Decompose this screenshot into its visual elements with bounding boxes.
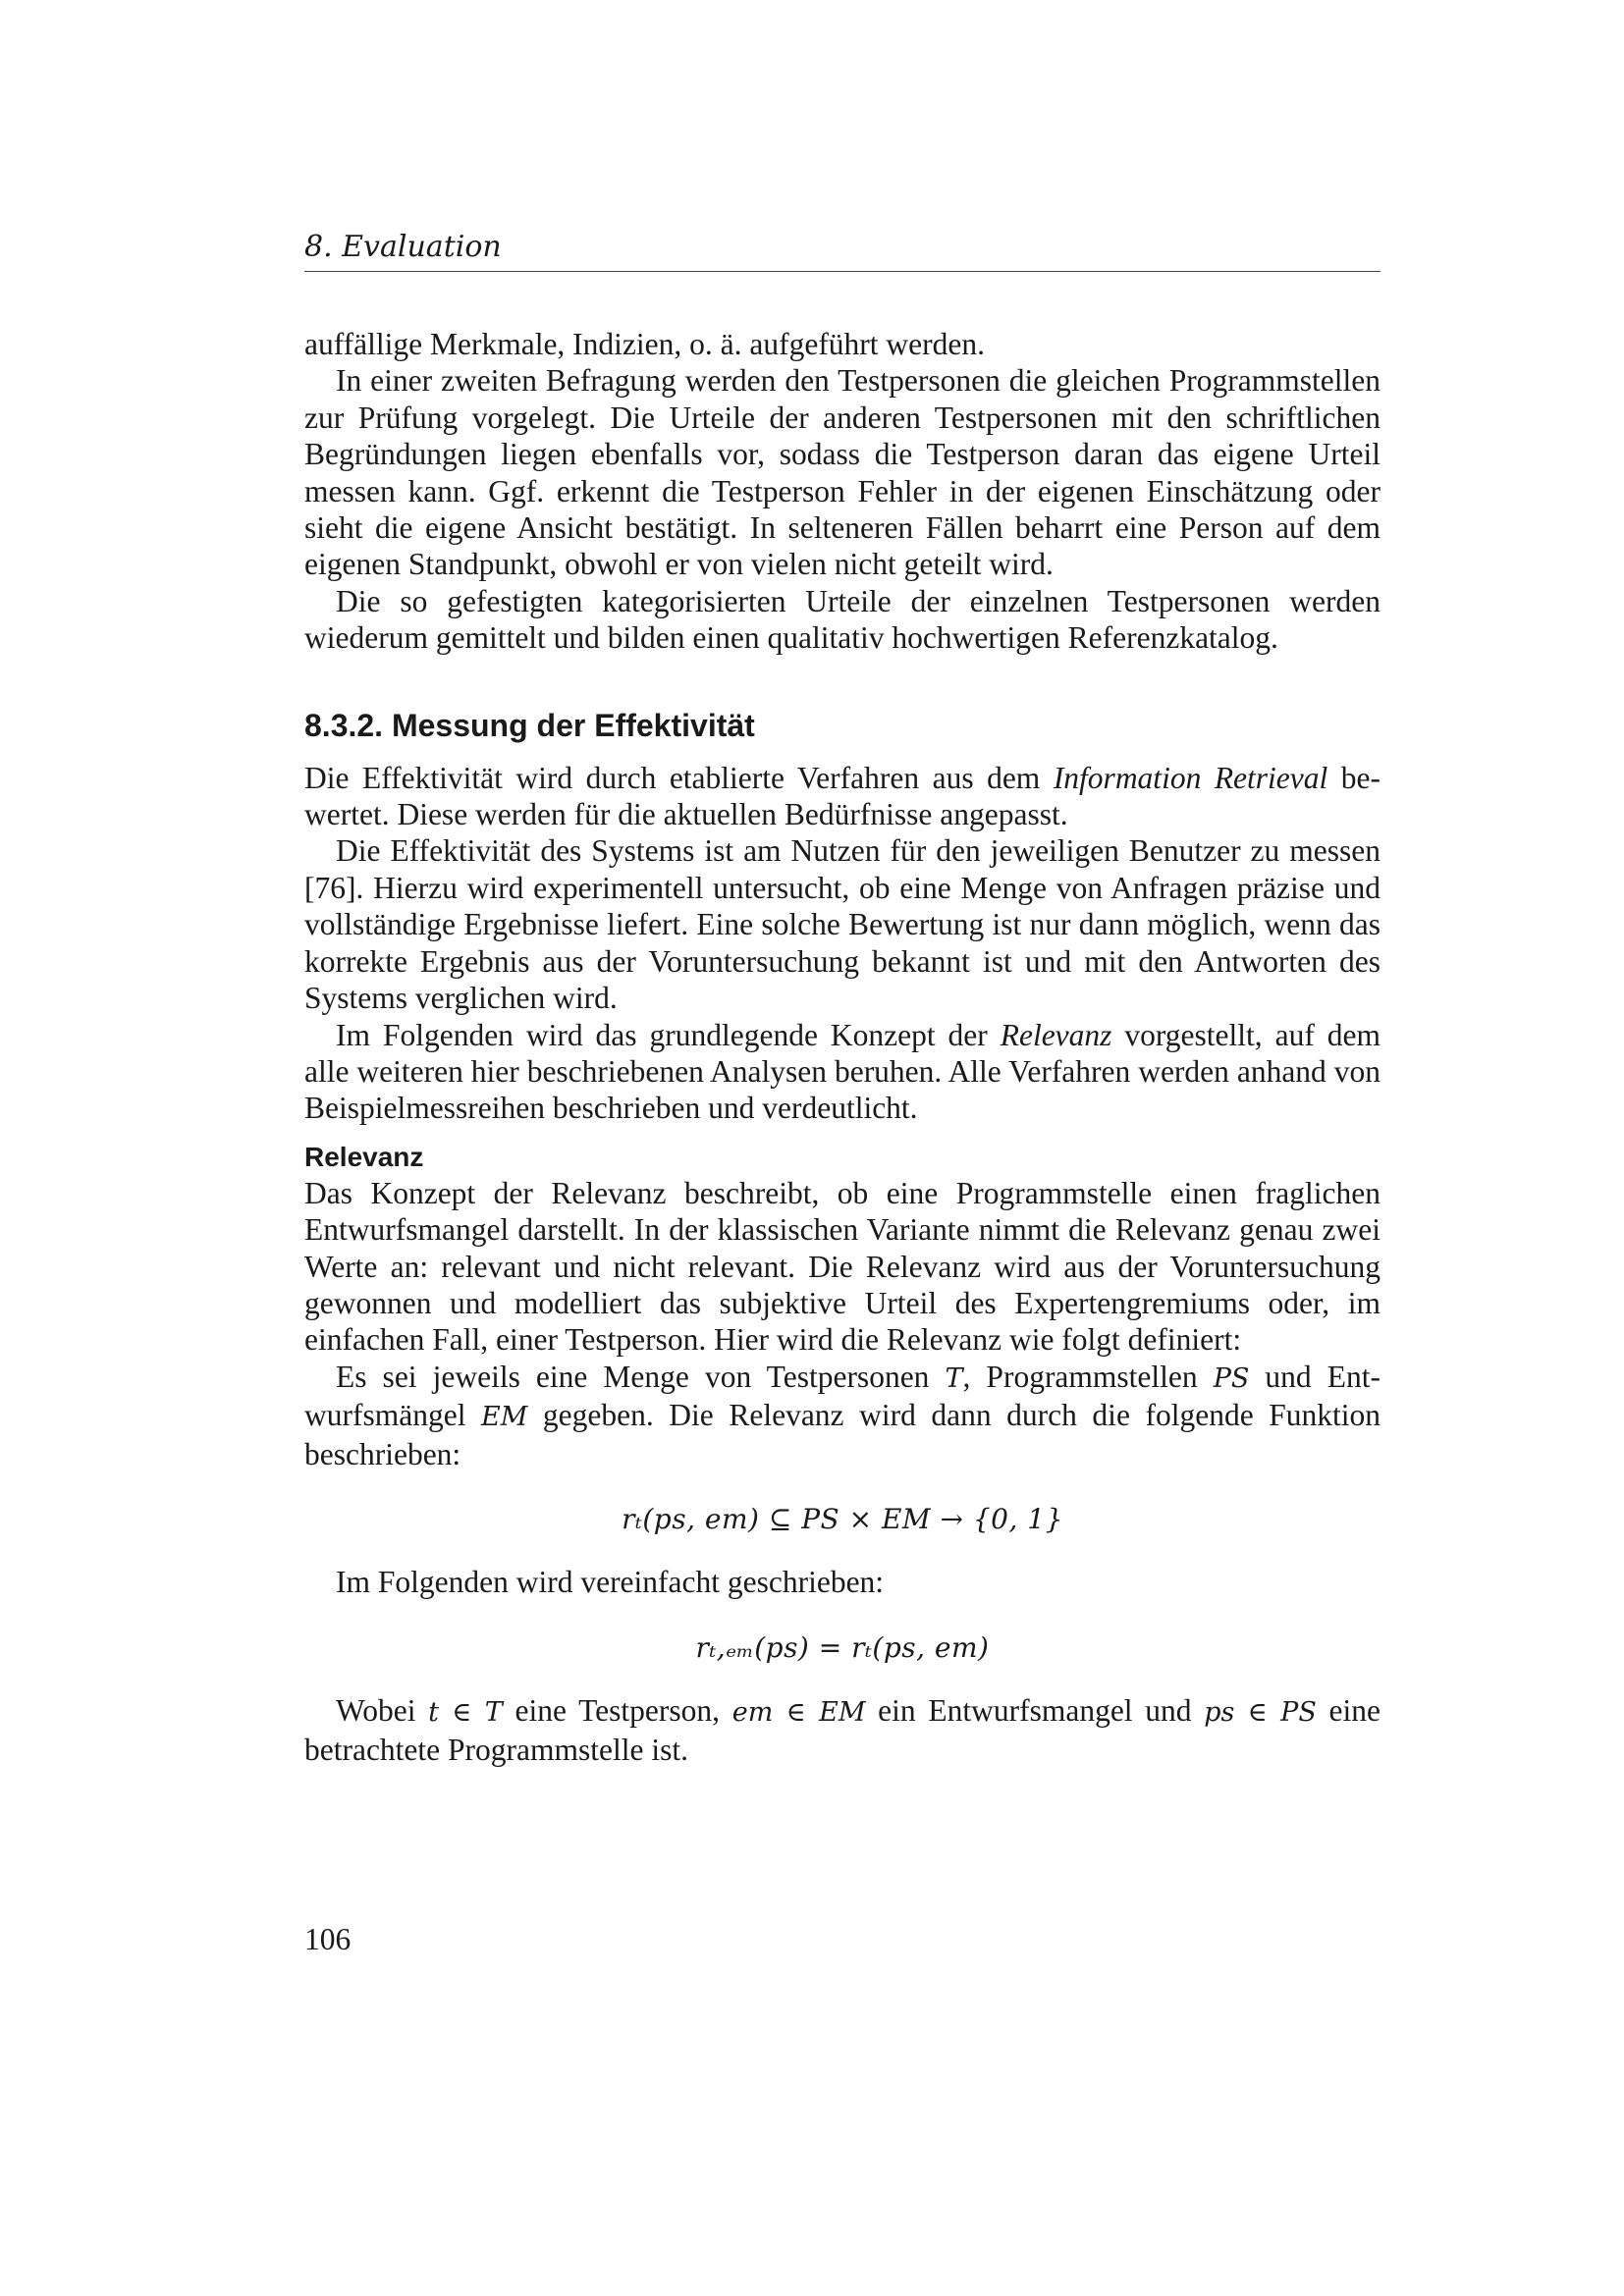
emphasis-term: Relevanz bbox=[1000, 1017, 1112, 1052]
math-symbol: PS bbox=[1213, 1362, 1250, 1394]
text-run: Wobei bbox=[336, 1693, 429, 1729]
equation-relevance-shorthand: rₜ,ₑₘ(ps) = rₜ(ps, em) bbox=[695, 1630, 990, 1664]
equation-relevance-function: rₜ(ps, em) ⊆ PS × EM → {0, 1} bbox=[622, 1502, 1063, 1535]
math-expression: t ∈ T bbox=[428, 1697, 503, 1729]
paragraph bbox=[304, 1017, 1380, 1127]
text-run: gegeben. Die Relevanz wird dann durch die folgende Funktion beschrieben: bbox=[304, 1398, 1381, 1471]
text-body bbox=[304, 326, 1380, 1768]
text-run: eine Testperson, bbox=[502, 1693, 732, 1729]
page-number: 106 bbox=[304, 1922, 352, 1956]
paragraph: Die Effektivität des Systems ist am Nutzen für den jeweiligen Benutzer zu messen [76]. Hierzu wird experimentell untersucht, ob eine Menge von Anfragen präzise und vollständige Ergebnisse liefert. Eine solche Bewertung ist nur dann möglich, wenn das korrekte Ergebnis aus der Voruntersuchung bekannt ist und mit den Antworten des Systems verglichen wird. bbox=[304, 833, 1380, 1016]
text-run: ein Entwurfsmangel und bbox=[865, 1693, 1205, 1729]
text-run: Es sei jeweils eine Menge von Testpersonen bbox=[336, 1359, 946, 1394]
subsection-heading: Relevanz bbox=[304, 1141, 424, 1172]
math-expression: em ∈ EM bbox=[731, 1697, 866, 1729]
text-run: , Programmstellen bbox=[962, 1359, 1214, 1394]
text-run: Die Effektivität wird durch etablierte Verfahren aus dem bbox=[304, 760, 1054, 795]
section-heading: 8.3.2. Messung der Effektivität bbox=[304, 707, 755, 743]
paragraph: auffällige Merkmale, Indizien, o. ä. aufgeführt werden. bbox=[304, 327, 985, 361]
math-symbol: T bbox=[945, 1362, 963, 1394]
emphasis-term: Information Retrieval bbox=[1053, 760, 1328, 795]
paragraph: Das Konzept der Relevanz beschreibt, ob eine Programmstelle einen fraglichen Entwurfsmangel darstellt. In der klassischen Variante nimmt die Relevanz genau zwei Werte an: relevant und nicht relevant. Die Relevanz wird aus der Voruntersuchung gewonnen und modelliert das subjektive Urteil des Expertengremiums oder, im einfachen Fall, einer Testperson. Hier wird die Relevanz wie folgt definiert: bbox=[304, 1175, 1380, 1358]
paragraph bbox=[304, 760, 1380, 833]
paragraph: Die so gefestigten kategorisierten Urteile der einzelnen Testpersonen werden wiederum gemittelt und bilden einen qualitativ hochwertigen Referenzkatalog. bbox=[304, 583, 1380, 656]
paragraph: In einer zweiten Befragung werden den Testpersonen die gleichen Programmstellen zur Prüfung vorgelegt. Die Urteile der anderen Testpersonen mit den schriftlichen Begründungen liegen ebenfalls vor, sodass die Testperson daran das eigene Urteil messen kann. Ggf. erkennt die Testperson Fehler in der eigenen Einschätzung oder sieht die eigene Ansicht bestätigt. In selteneren Fällen beharrt eine Person auf dem eigenen Standpunkt, obwohl er von vielen nicht geteilt wird. bbox=[304, 363, 1380, 582]
math-symbol: EM bbox=[481, 1402, 528, 1433]
text-run: bewertet. Diese werden für die aktuellen Bedürfnisse angepasst. bbox=[304, 760, 1380, 832]
paragraph bbox=[304, 1359, 1380, 1472]
text-run: eine betrachtete Programmstelle ist. bbox=[304, 1693, 1380, 1767]
paragraph bbox=[304, 1692, 1380, 1768]
running-header: 8. Evaluation bbox=[304, 228, 1380, 272]
text-run: Im Folgenden wird das grundlegende Konzept der bbox=[336, 1017, 1001, 1052]
paragraph: Im Folgenden wird vereinfacht geschrieben: bbox=[336, 1565, 885, 1600]
text-run: und Entwurfsmängel bbox=[304, 1359, 1380, 1433]
text-run: vorgestellt, auf dem alle weiteren hier beschriebenen Analysen beruhen. Alle Verfahren werden anhand von Beispielmessreihen beschrieben und verdeutlicht. bbox=[304, 1017, 1380, 1126]
math-expression: ps ∈ PS bbox=[1204, 1697, 1317, 1729]
